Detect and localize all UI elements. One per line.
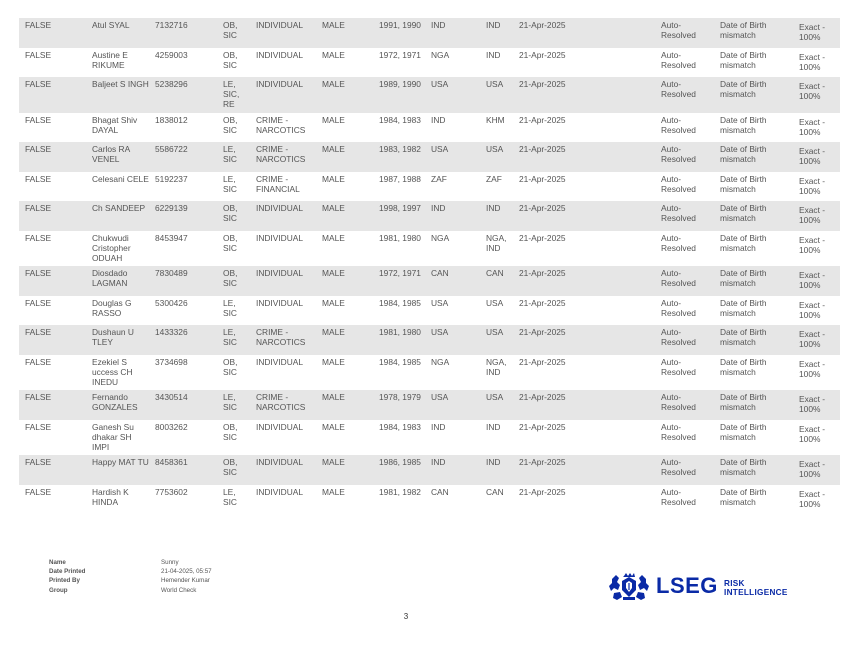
gender-cell: MALE [322, 49, 345, 60]
category-cell: LE, SIC, RE [223, 79, 240, 109]
match-cell: Exact - 100% [799, 358, 826, 379]
resolution-cell: Auto-Resolved [661, 327, 696, 347]
category-cell: LE, SIC [223, 486, 237, 507]
type-cell: CRIME - NARCOTICS [256, 392, 306, 412]
location-cell: IND [486, 457, 501, 467]
status-cell: FALSE [25, 232, 52, 243]
table-row [19, 113, 840, 143]
reason-cell: Date of Birth mismatch [720, 421, 767, 442]
gender-cell: MALE [322, 173, 345, 184]
gender-cell: MALE [322, 486, 345, 497]
id-cell: 8458361 [155, 457, 188, 467]
date-cell: 21-Apr-2025 [519, 232, 566, 243]
country-cell: NGA [431, 356, 450, 367]
date-cell: 21-Apr-2025 [519, 203, 566, 213]
dob-cell: 1989, 1990 [379, 79, 421, 89]
reason-cell: Date of Birth mismatch [720, 20, 767, 40]
resolution-cell: Auto-Resolved [661, 356, 696, 377]
dob-cell: 1984, 1983 [379, 114, 421, 125]
dob-cell: 1986, 1985 [379, 457, 421, 467]
country-cell: USA [431, 327, 449, 337]
country-cell: IND [431, 203, 446, 213]
match-cell: Exact - 100% [799, 459, 826, 479]
status-cell: FALSE [25, 144, 52, 154]
type-cell: CRIME - NARCOTICS [256, 327, 306, 347]
id-cell: 8003262 [155, 421, 188, 432]
meta-row-group [49, 586, 249, 595]
name-cell: Baljeet S INGH [92, 79, 149, 89]
date-cell: 21-Apr-2025 [519, 144, 566, 154]
name-cell: Ch SANDEEP [92, 203, 146, 213]
category-cell: OB, SIC [223, 268, 238, 288]
location-cell: USA [486, 144, 504, 154]
name-cell: Chukwudi Cristopher ODUAH [92, 232, 131, 263]
location-cell: USA [486, 79, 504, 89]
country-cell: IND [431, 20, 446, 30]
meta-value: Hemender Kumar [161, 577, 210, 585]
reason-cell: Date of Birth mismatch [720, 268, 767, 288]
id-cell: 1838012 [155, 114, 188, 125]
resolution-cell: Auto-Resolved [661, 421, 696, 442]
match-cell: Exact - 100% [799, 51, 826, 72]
resolution-cell: Auto-Resolved [661, 457, 696, 477]
meta-row-date [49, 567, 249, 576]
name-cell: Atul SYAL [92, 20, 130, 30]
id-cell: 7132716 [155, 20, 188, 30]
dob-cell: 1972, 1971 [379, 268, 421, 278]
type-cell: INDIVIDUAL [256, 203, 304, 213]
status-cell: FALSE [25, 421, 52, 432]
id-cell: 1433326 [155, 327, 188, 337]
table-row [19, 485, 840, 515]
date-cell: 21-Apr-2025 [519, 392, 566, 402]
reason-cell: Date of Birth mismatch [720, 203, 767, 223]
table-row [19, 77, 840, 113]
dob-cell: 1987, 1988 [379, 173, 421, 184]
reason-cell: Date of Birth mismatch [720, 297, 767, 318]
id-cell: 5192237 [155, 173, 188, 184]
dob-cell: 1983, 1982 [379, 144, 421, 154]
reason-cell: Date of Birth mismatch [720, 232, 767, 253]
status-cell: FALSE [25, 114, 52, 125]
status-cell: FALSE [25, 173, 52, 184]
match-cell: Exact - 100% [799, 329, 826, 349]
category-cell: OB, SIC [223, 203, 238, 223]
reason-cell: Date of Birth mismatch [720, 486, 767, 507]
name-cell: Ezekiel S uccess CH INEDU [92, 356, 133, 387]
date-cell: 21-Apr-2025 [519, 173, 566, 184]
type-cell: INDIVIDUAL [256, 356, 304, 367]
meta-value: 21-04-2025, 05:57 [161, 568, 212, 576]
meta-row-name [49, 558, 249, 567]
name-cell: Carlos RA VENEL [92, 144, 130, 164]
status-cell: FALSE [25, 356, 52, 367]
dob-cell: 1972, 1971 [379, 49, 421, 60]
status-cell: FALSE [25, 392, 52, 402]
category-cell: LE, SIC [223, 173, 237, 194]
country-cell: IND [431, 421, 446, 432]
type-cell: CRIME - FINANCIAL [256, 173, 300, 194]
type-cell: INDIVIDUAL [256, 268, 304, 278]
country-cell: CAN [431, 486, 449, 497]
country-cell: USA [431, 144, 449, 154]
resolution-cell: Auto-Resolved [661, 203, 696, 223]
name-cell: Celesani CELE [92, 173, 149, 184]
location-cell: CAN [486, 268, 504, 278]
meta-label: Date Printed [49, 568, 86, 576]
location-cell: IND [486, 421, 501, 432]
reason-cell: Date of Birth mismatch [720, 392, 767, 412]
category-cell: OB, SIC [223, 232, 238, 253]
country-cell: NGA [431, 232, 450, 243]
category-cell: OB, SIC [223, 356, 238, 377]
location-cell: IND [486, 20, 501, 30]
table-row [19, 455, 840, 485]
reason-cell: Date of Birth mismatch [720, 49, 767, 70]
type-cell: INDIVIDUAL [256, 232, 304, 243]
gender-cell: MALE [322, 297, 345, 308]
status-cell: FALSE [25, 486, 52, 497]
table-row [19, 355, 840, 391]
gender-cell: MALE [322, 327, 345, 337]
match-cell: Exact - 100% [799, 234, 826, 255]
id-cell: 3734698 [155, 356, 188, 367]
id-cell: 5586722 [155, 144, 188, 154]
match-cell: Exact - 100% [799, 270, 826, 290]
dob-cell: 1981, 1980 [379, 232, 421, 243]
reason-cell: Date of Birth mismatch [720, 114, 767, 135]
resolution-cell: Auto-Resolved [661, 297, 696, 318]
table-row [19, 420, 840, 456]
match-cell: Exact - 100% [799, 81, 826, 101]
dob-cell: 1991, 1990 [379, 20, 421, 30]
gender-cell: MALE [322, 203, 345, 213]
resolution-cell: Auto-Resolved [661, 114, 696, 135]
resolution-cell: Auto-Resolved [661, 232, 696, 253]
match-cell: Exact - 100% [799, 205, 826, 225]
match-cell: Exact - 100% [799, 175, 826, 196]
status-cell: FALSE [25, 49, 52, 60]
gender-cell: MALE [322, 79, 345, 89]
name-cell: Douglas G RASSO [92, 297, 132, 318]
type-cell: INDIVIDUAL [256, 297, 304, 308]
name-cell: Fernando GONZALES [92, 392, 138, 412]
id-cell: 6229139 [155, 203, 188, 213]
reason-cell: Date of Birth mismatch [720, 356, 767, 377]
gender-cell: MALE [322, 421, 345, 432]
logo-subtitle-line: RISK [724, 579, 745, 588]
gender-cell: MALE [322, 392, 345, 402]
dob-cell: 1984, 1985 [379, 356, 421, 367]
match-cell: Exact - 100% [799, 488, 826, 509]
date-cell: 21-Apr-2025 [519, 297, 566, 308]
logo-subtitle-line: INTELLIGENCE [724, 588, 788, 597]
name-cell: Dushaun U TLEY [92, 327, 134, 347]
name-cell: Happy MAT TU [92, 457, 149, 467]
match-cell: Exact - 100% [799, 423, 826, 444]
table-row [19, 172, 840, 202]
match-cell: Exact - 100% [799, 116, 826, 137]
resolution-cell: Auto-Resolved [661, 20, 696, 40]
table-row [19, 325, 840, 355]
resolution-cell: Auto-Resolved [661, 49, 696, 70]
match-cell: Exact - 100% [799, 22, 826, 42]
date-cell: 21-Apr-2025 [519, 356, 566, 367]
dob-cell: 1984, 1985 [379, 297, 421, 308]
type-cell: CRIME - NARCOTICS [256, 114, 306, 135]
meta-label: Name [49, 559, 66, 566]
location-cell: ZAF [486, 173, 502, 184]
table-row [19, 18, 840, 48]
date-cell: 21-Apr-2025 [519, 268, 566, 278]
print-metadata [49, 558, 249, 595]
location-cell: IND [486, 49, 501, 60]
logo-wordmark: LSEG [656, 573, 718, 598]
meta-label: Group [49, 586, 68, 594]
table-row [19, 296, 840, 326]
category-cell: LE, SIC [223, 392, 237, 412]
dob-cell: 1981, 1982 [379, 486, 421, 497]
gender-cell: MALE [322, 268, 345, 278]
location-cell: CAN [486, 486, 504, 497]
status-cell: FALSE [25, 20, 52, 30]
meta-label: Printed By [49, 577, 80, 585]
gender-cell: MALE [322, 114, 345, 125]
status-cell: FALSE [25, 297, 52, 308]
date-cell: 21-Apr-2025 [519, 486, 566, 497]
status-cell: FALSE [25, 268, 52, 278]
type-cell: CRIME - NARCOTICS [256, 144, 306, 164]
type-cell: INDIVIDUAL [256, 486, 304, 497]
country-cell: NGA [431, 49, 450, 60]
category-cell: LE, SIC [223, 144, 237, 164]
status-cell: FALSE [25, 79, 52, 89]
resolution-cell: Auto-Resolved [661, 486, 696, 507]
meta-row-printed-by [49, 576, 249, 585]
status-cell: FALSE [25, 203, 52, 213]
id-cell: 5238296 [155, 79, 188, 89]
date-cell: 21-Apr-2025 [519, 327, 566, 337]
date-cell: 21-Apr-2025 [519, 114, 566, 125]
id-cell: 7753602 [155, 486, 188, 497]
meta-value: Sunny [161, 559, 179, 566]
location-cell: KHM [486, 114, 505, 125]
location-cell: IND [486, 203, 501, 213]
type-cell: INDIVIDUAL [256, 457, 304, 467]
reason-cell: Date of Birth mismatch [720, 144, 767, 164]
type-cell: INDIVIDUAL [256, 79, 304, 89]
id-cell: 7830489 [155, 268, 188, 278]
resolution-cell: Auto-Resolved [661, 392, 696, 412]
location-cell: USA [486, 327, 504, 337]
gender-cell: MALE [322, 144, 345, 154]
id-cell: 4259003 [155, 49, 188, 60]
match-cell: Exact - 100% [799, 146, 826, 166]
table-row [19, 231, 840, 267]
country-cell: ZAF [431, 173, 447, 184]
resolution-cell: Auto-Resolved [661, 268, 696, 288]
dob-cell: 1984, 1983 [379, 421, 421, 432]
country-cell: USA [431, 297, 449, 308]
match-cell: Exact - 100% [799, 394, 826, 414]
type-cell: INDIVIDUAL [256, 20, 304, 30]
table-row [19, 142, 840, 172]
id-cell: 5300426 [155, 297, 188, 308]
resolution-cell: Auto-Resolved [661, 79, 696, 99]
location-cell: NGA, IND [486, 232, 507, 253]
country-cell: CAN [431, 268, 449, 278]
table-row [19, 201, 840, 231]
country-cell: USA [431, 392, 449, 402]
dob-cell: 1981, 1980 [379, 327, 421, 337]
date-cell: 21-Apr-2025 [519, 421, 566, 432]
location-cell: NGA, IND [486, 356, 507, 377]
gender-cell: MALE [322, 232, 345, 243]
lion-crest-icon [608, 573, 650, 601]
category-cell: OB, SIC [223, 421, 238, 442]
lseg-logo [608, 573, 788, 601]
results-table [19, 18, 840, 514]
date-cell: 21-Apr-2025 [519, 49, 566, 60]
dob-cell: 1998, 1997 [379, 203, 421, 213]
id-cell: 3430514 [155, 392, 188, 402]
resolution-cell: Auto-Resolved [661, 144, 696, 164]
category-cell: LE, SIC [223, 327, 237, 347]
category-cell: OB, SIC [223, 457, 238, 477]
country-cell: IND [431, 114, 446, 125]
category-cell: LE, SIC [223, 297, 237, 318]
category-cell: OB, SIC [223, 49, 238, 70]
name-cell: Bhagat Shiv DAYAL [92, 114, 138, 135]
resolution-cell: Auto-Resolved [661, 173, 696, 194]
date-cell: 21-Apr-2025 [519, 20, 566, 30]
name-cell: Hardish K HINDA [92, 486, 129, 507]
category-cell: OB, SIC [223, 20, 238, 40]
name-cell: Austine E RIKUME [92, 49, 128, 70]
location-cell: USA [486, 392, 504, 402]
id-cell: 8453947 [155, 232, 188, 243]
name-cell: Ganesh Su dhakar SH IMPI [92, 421, 134, 452]
type-cell: INDIVIDUAL [256, 49, 304, 60]
date-cell: 21-Apr-2025 [519, 79, 566, 89]
status-cell: FALSE [25, 327, 52, 337]
logo-subtitle [724, 579, 788, 597]
meta-value: World Check [161, 586, 197, 594]
gender-cell: MALE [322, 356, 345, 367]
dob-cell: 1978, 1979 [379, 392, 421, 402]
table-row [19, 48, 840, 78]
reason-cell: Date of Birth mismatch [720, 173, 767, 194]
reason-cell: Date of Birth mismatch [720, 79, 767, 99]
table-row [19, 390, 840, 420]
category-cell: OB, SIC [223, 114, 238, 135]
gender-cell: MALE [322, 20, 345, 30]
country-cell: IND [431, 457, 446, 467]
reason-cell: Date of Birth mismatch [720, 327, 767, 347]
date-cell: 21-Apr-2025 [519, 457, 566, 467]
match-cell: Exact - 100% [799, 299, 826, 320]
reason-cell: Date of Birth mismatch [720, 457, 767, 477]
gender-cell: MALE [322, 457, 345, 467]
location-cell: USA [486, 297, 504, 308]
country-cell: USA [431, 79, 449, 89]
name-cell: Diosdado LAGMAN [92, 268, 128, 288]
type-cell: INDIVIDUAL [256, 421, 304, 432]
status-cell: FALSE [25, 457, 52, 467]
table-row [19, 266, 840, 296]
page-number: 3 [403, 612, 409, 621]
